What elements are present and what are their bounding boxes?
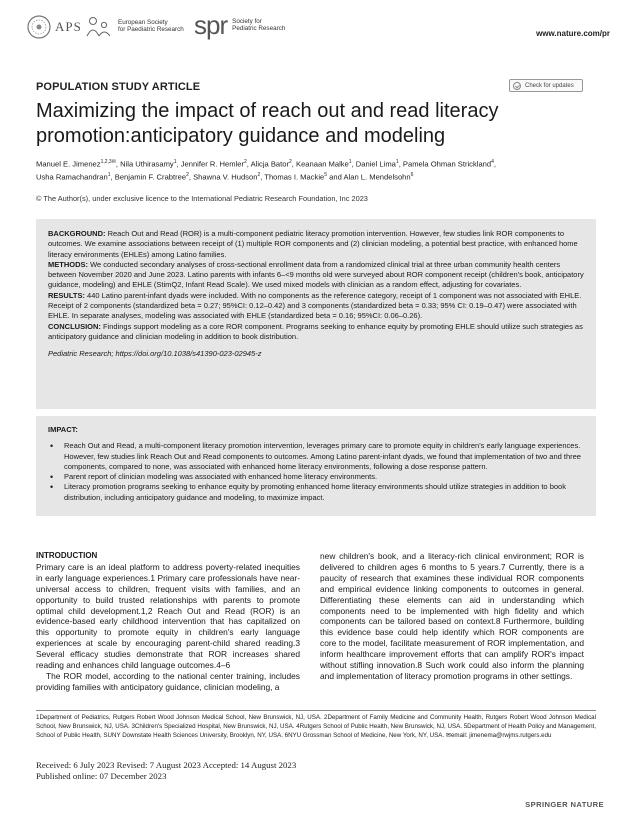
abstract-box	[36, 219, 596, 409]
article-type-label: POPULATION STUDY ARTICLE	[36, 81, 201, 93]
conclusion-text: Findings support modeling as a core ROR component. Programs seeking to enhance equity by promoting EHLE should utilize such strategies as anticipatory guidance and clinician modeling in addition to book distribution.	[48, 321, 583, 341]
espr-figures-icon	[84, 14, 114, 38]
intro-paragraph-continued: new children's book, and a literacy-rich clinical environment; ROR is delivered to children ages 6 months to 5 years.7 Currently, there is a paucity of research that examines these individual ROR components and empirical evidence linking components to outcomes in general. Differentiating these elements can aid in understanding which components need to be implemented with high fidelity and which components can be tailored based on context.8 Furthermore, building this evidence base could help identify which ROR components are core to the model, facilitate measurement of ROR implementation, and inform healthcare improvement efforts that can amplify ROR's impact without stifling innovation.8 Such work could also inform the planning and implementation of literacy promotion programs in other settings.	[320, 551, 584, 681]
results-label: RESULTS:	[48, 290, 85, 300]
espr-name-line1: European Society	[118, 18, 168, 26]
spr-logo-text: spr	[194, 10, 228, 40]
abstract-conclusion	[48, 322, 584, 343]
affiliations: 1Department of Pediatrics, Rutgers Robert Wood Johnson Medical School, New Brunswick, NJ, USA. 2Department of Family Medicine and Community Health, Rutgers Robert Wood Johnson Medical School, New Brunswick, NJ, USA. 3Children's Specialized Hospital, New Brunswick, NJ, USA. 4Rutgers School of Public Health, New Brunswick, NJ, USA. 5Department of Health Policy and Management, School of Public Health, SUNY Downstate Health Sciences University, Brooklyn, NY, USA. 6NYU Grossman School of Medicine, New York, NY, USA. ✉email: jimenema@rwjms.rutgers.edu	[36, 714, 596, 739]
background-text: Reach Out and Read (ROR) is a multi-component pediatric literacy promotion intervention. However, few studies link ROR components to outcomes. We examine associations between receipt of (1) multiple ROR components and (2) clinician modeling, a potential best practice, with enhanced home literacy environments (EHLEs) among Latino families.	[48, 229, 578, 259]
impact-box	[36, 416, 596, 516]
authors-line-2: Usha Ramachandran$^1$, Benjamin F. Crabtree$^2$, Shawna V. Hudson$^2$, Thomas I. Mackie$^5$ and Alan L. Mendelsohn$^6$	[36, 171, 414, 182]
checkmark-icon	[513, 82, 521, 90]
published-date: Published online: 07 December 2023	[36, 771, 167, 781]
introduction-heading: INTRODUCTION	[36, 551, 98, 560]
doi-link[interactable]: https://doi.org/10.1038/s41390-023-02945-z	[113, 349, 262, 359]
intro-paragraph-2: The ROR model, according to the national center training, includes providing families with anticipatory guidance, clinician modeling, a	[36, 670, 300, 692]
espr-logo	[84, 14, 184, 38]
body-column-right	[320, 551, 584, 682]
impact-title: IMPACT:	[48, 425, 78, 434]
publisher-logo: SPRINGER NATURE	[525, 800, 604, 809]
check-for-updates-label: Check for updates	[525, 82, 574, 89]
spr-logo	[194, 10, 286, 40]
methods-text: We conducted secondary analyses of cross-sectional enrollment data from a randomized clinical trial at three urban community health centers between November 2020 and June 2023. Latino parents with infants 6–<9 months old were surveyed about ROR component receipt (children's book, anticipatory guidance, modeling) and EHLE (StimQ2, Infant Read Scale). We used mixed models with clinician as a random effect, adjusting for covariates.	[48, 259, 584, 290]
methods-label: METHODS:	[48, 259, 88, 269]
conclusion-label: CONCLUSION:	[48, 321, 101, 331]
received-dates: Received: 6 July 2023 Revised: 7 August 2023 Accepted: 14 August 2023	[36, 760, 297, 770]
check-for-updates-button[interactable]	[509, 79, 583, 92]
abstract-methods	[48, 260, 584, 291]
journal-url-link[interactable]: www.nature.com/pr	[536, 29, 610, 38]
aps-logo-text: APS	[55, 19, 82, 34]
abstract-results	[48, 291, 584, 322]
publication-dates	[36, 760, 296, 782]
footnote-divider	[36, 710, 596, 711]
aps-logo	[26, 14, 82, 40]
impact-item: • Literacy promotion programs seeking to enhance equity by promoting enhanced home literacy environments should utilize strategies in addition to book distribution, including anticipatory guidance and modeling, to maximize impact.	[48, 482, 584, 503]
impact-item: • Reach Out and Read, a multi-component literacy promotion intervention, leverages primary care to promote equity in children's early language experiences. However, few studies link Reach Out and Read components to outcomes. Among Latino parent-infant dyads, we found that implementation of two and three components, compared to none, was associated with enhanced home literacy environments, following a dose response pattern.	[48, 441, 584, 472]
abstract-background	[48, 229, 584, 260]
espr-name-line2: for Paediatric Research	[118, 26, 184, 33]
journal-header	[16, 10, 616, 54]
copyright-notice: © The Author(s), under exclusive licence to the International Pediatric Research Foundation, Inc 2023	[36, 194, 368, 203]
results-text: 440 Latino parent-infant dyads were included. With no components as the reference category, receipt of 1 component was not associated with EHLE. Receipt of 2 components (standardized beta = 0.27; 95%CI: 0.12–0.42) and 3 components (standardized beta = 0.33; 95% CI: 0.19–0.47) were associated with EHLE. In separate analyses, modeling was associated with EHLE (standardized beta = 0.16; 95%CI: 0.06–0.26).	[48, 290, 582, 321]
authors-line-1: Manuel E. Jimenez$^{1,2,3✉}$, Nila Uthirasamy$^1$, Jennifer R. Hemler$^2$, Alicja Bator$^2$, Keanaan Malke$^1$, Daniel Lima$^1$, Pamela Ohman Strickland$^4$,	[36, 159, 497, 169]
impact-list	[48, 441, 584, 503]
background-label: BACKGROUND:	[48, 229, 106, 238]
body-column-left	[36, 551, 300, 693]
impact-item: • Parent report of clinician modeling was associated with enhanced home literacy environments.	[48, 472, 584, 482]
aps-emblem-icon	[26, 14, 52, 40]
author-list	[36, 157, 596, 182]
citation-journal: Pediatric Research;	[48, 349, 114, 359]
intro-paragraph-1: Primary care is an ideal platform to address poverty-related inequities in early language experiences.1 Primary care professionals have near-universal access to children, frequent visits with families, and an opportunity to build trusted relationships with parents to promote optimal child development.1,2 Reach Out and Read (ROR) is an evidence-based early childhood intervention that has capitalized on this opportunity to promote equity in children's early language experiences at scale by encouraging parent-child shared reading.3 Several efficacy studies demonstrate that ROR increases shared reading and enhances child language outcomes.4–6	[36, 561, 300, 671]
article-title: Maximizing the impact of reach out and read literacy promotion:anticipatory guidance and modeling	[36, 100, 499, 147]
spr-name-line2: Pediatric Research	[232, 25, 286, 32]
spr-name-line1: Society for	[232, 17, 262, 25]
citation	[48, 349, 584, 359]
